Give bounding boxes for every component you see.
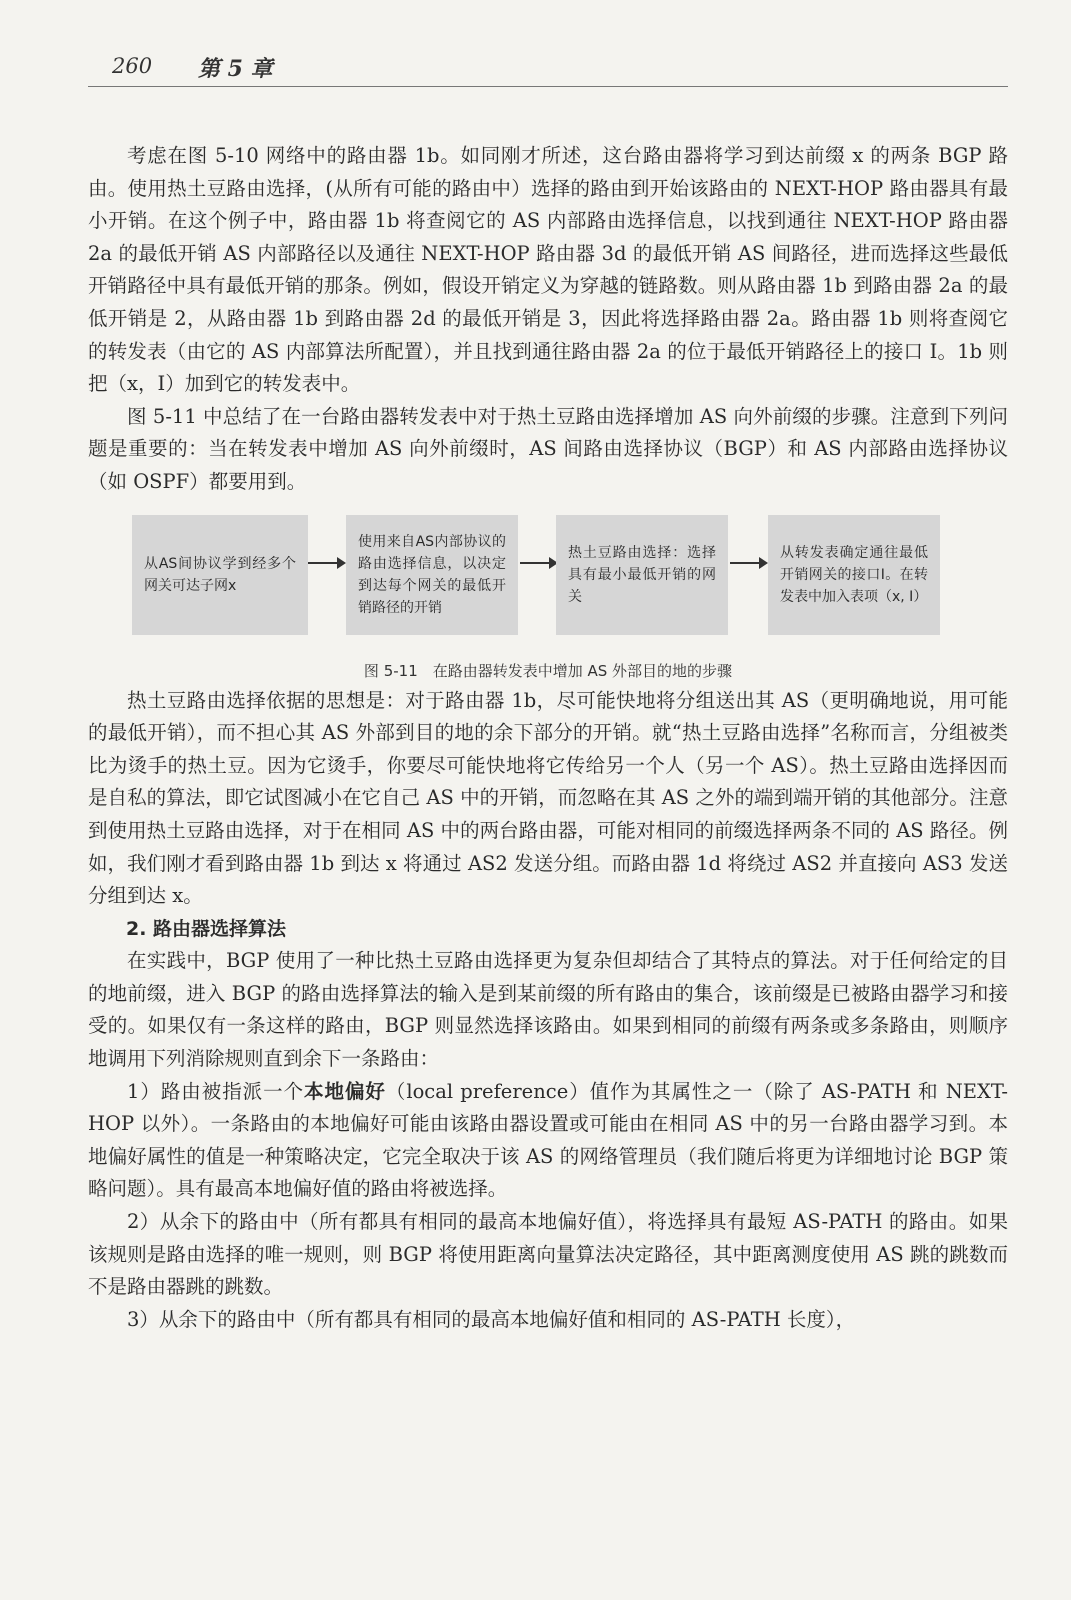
paragraph-2: 图 5-11 中总结了在一台路由器转发表中对于热土豆路由选择增加 AS 向外前缀的步骤。注意到下列问题是重要的：当在转发表中增加 AS 向外前缀时，AS 间路由选择协议（BGP）和 AS 内部路由选择协议（如 OSPF）都要用到。 <box>88 404 1008 493</box>
paragraph-4: 在实践中，BGP 使用了一种比热土豆路由选择更为复杂但却结合了其特点的算法。对于任何给定的目的地前缀，进入 BGP 的路由选择算法的输入是到某前缀的所有路由的集合，该前缀是已被路由器学习和接受的。如果仅有一条这样的路由，BGP 则显然选择该路由。如果到相同的前缀有两条或多条路由，则顺序地调用下列消除规则直到余下一条路由： <box>88 949 1008 1071</box>
paragraph-5-rest: （local preference）值作为其属性之一（除了 AS-PATH 和 NEXT-HOP 以外）。一条路由的本地偏好可能由该路由器设置或可能由在相同 AS 中的另一台路由器学习到。本地偏好属性的值是一种策略决定，它完全取决于该 AS 的网络管理员（我们随后将更为详细地讨论 BGP 策略问题）。具有最高本地偏好值的路由将被选择。 <box>88 1079 1008 1201</box>
figure-5-11 <box>88 505 1008 685</box>
paragraph-7: 3）从余下的路由中（所有都具有相同的最高本地偏好值和相同的 AS-PATH 长度）， <box>127 1307 856 1331</box>
page-number: 260 <box>112 54 153 78</box>
figure-step-2: 使用来自AS内部协议的路由选择信息，以决定到达每个网关的最低开销路径的开销 <box>346 515 518 635</box>
paragraph-5 <box>88 1076 1008 1206</box>
arrow-icon <box>730 562 766 564</box>
paragraph-6: 2）从余下的路由中（所有都具有相同的最高本地偏好值），将选择具有最短 AS-PATH 的路由。如果该规则是路由选择的唯一规则，则 BGP 将使用距离向量算法决定路径，其中距离测度使用 AS 跳的跳数而不是路由器跳的跳数。 <box>88 1210 1008 1299</box>
paragraph-5-start: 1）路由被指派一个 <box>127 1079 305 1103</box>
paragraph-3: 热土豆路由选择依据的思想是：对于路由器 1b，尽可能快地将分组送出其 AS（更明确地说，用可能的最低开销），而不担心其 AS 外部到目的地的余下部分的开销。就“热土豆路由选择”名称而言，分组被类比为烫手的热土豆。因为它烫手，你要尽可能快地将它传给另一个人（另一个 AS）。热土豆路由选择因而是自私的算法，即它试图减小在它自己 AS 中的开销，而忽略在其 AS 之外的端到端开销的其他部分。注意到使用热土豆路由选择，对于在相同 AS 中的两台路由器，可能对相同的前缀选择两条不同的 AS 路径。例如，我们刚才看到路由器 1b 到达 x 将通过 AS2 发送分组。而路由器 1d 将绕过 AS2 并直接向 AS3 发送分组到达 x。 <box>88 688 1008 908</box>
page-header <box>88 52 1008 87</box>
paragraph-1: 考虑在图 5-10 网络中的路由器 1b。如同刚才所述，这台路由器将学习到达前缀 x 的两条 BGP 路由。使用热土豆路由选择，(从所有可能的路由中）选择的路由到开始该路由的 NEXT-HOP 路由器具有最小开销。在这个例子中，路由器 1b 将查阅它的 AS 内部路由选择信息，以找到通往 NEXT-HOP 路由器 2a 的最低开销 AS 内部路径以及通往 NEXT-HOP 路由器 3d 的最低开销 AS 间路径，进而选择这些最低开销路径中具有最低开销的那条。例如，假设开销定义为穿越的链路数。则从路由器 1b 到路由器 2a 的最低开销是 2，从路由器 1b 到路由器 2d 的最低开销是 3，因此将选择路由器 2a。路由器 1b 则将查阅它的转发表（由它的 AS 内部算法所配置），并且找到通往路由器 2a 的位于最低开销路径上的接口 I。1b 则把（x，I）加到它的转发表中。 <box>88 144 1008 396</box>
figure-step-3: 热土豆路由选择：选择具有最小最低开销的网关 <box>556 515 728 635</box>
term-local-preference: 本地偏好 <box>304 1079 386 1103</box>
body-text <box>88 140 1008 1336</box>
arrow-icon <box>308 562 344 564</box>
figure-step-4: 从转发表确定通往最低开销网关的接口I。在转发表中加入表项（x, I） <box>768 515 940 635</box>
figure-caption: 图 5-11 在路由器转发表中增加 AS 外部目的地的步骤 <box>363 661 733 680</box>
section-title: 2. 路由器选择算法 <box>126 917 287 940</box>
arrow-icon <box>520 562 556 564</box>
chapter-title: 第 5 章 <box>198 56 273 82</box>
figure-step-1: 从AS间协议学到经多个网关可达子网x <box>132 515 308 635</box>
